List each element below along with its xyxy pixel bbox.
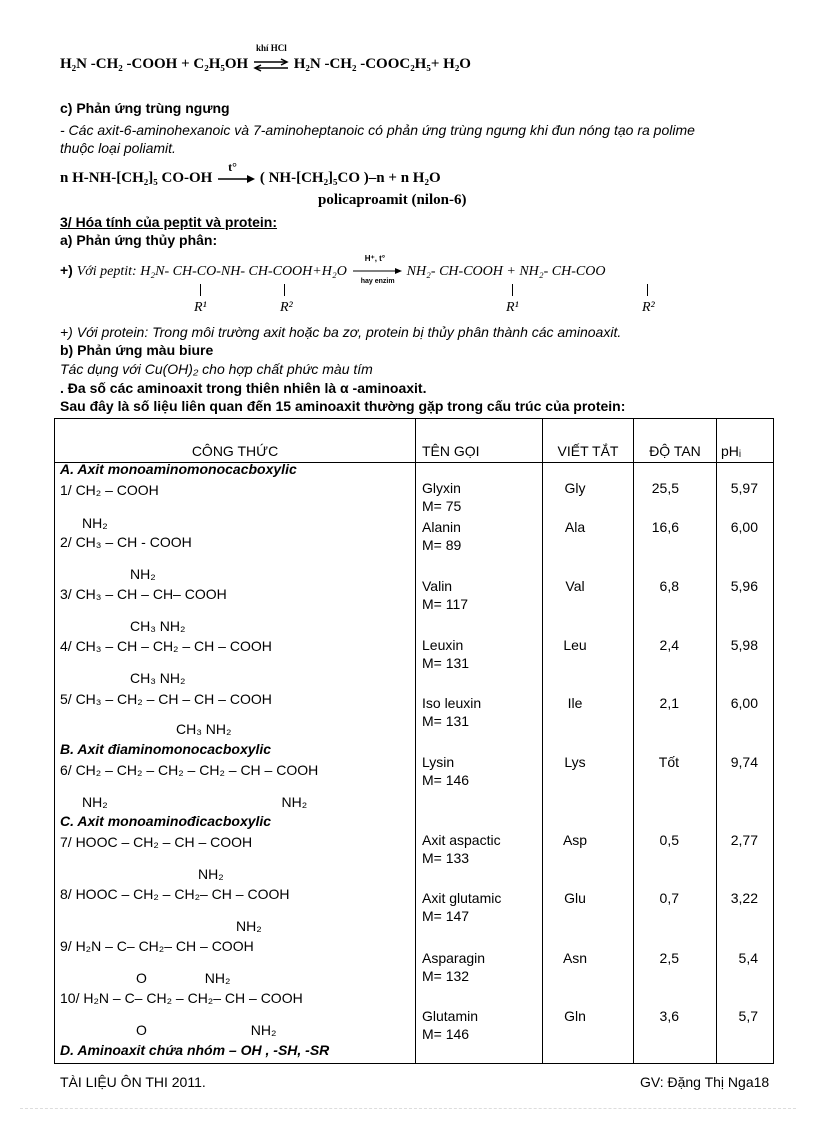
formula-sub: NH₂ <box>236 918 262 934</box>
amino-mass: M= 146 <box>422 772 470 788</box>
footer-left: TÀI LIỆU ÔN THI 2011. <box>60 1074 206 1090</box>
formula-sub: NH₂ <box>198 866 224 882</box>
bond-line <box>284 284 285 296</box>
bond-line <box>647 284 648 296</box>
section-3a-title: a) Phản ứng thủy phân: <box>60 232 218 248</box>
formula-sub: NH₂ <box>82 515 108 531</box>
amino-ph: 5,97 <box>730 480 758 496</box>
formula-sub: O NH₂ <box>136 970 231 986</box>
peptide-reactants: Với peptit: H₂N- CH-CO-NH- CH-COOH+H₂O <box>76 264 347 279</box>
amino-solubility: 2,4 <box>659 637 679 653</box>
amino-ph: 5,4 <box>738 950 758 966</box>
section-3-title: 3/ Hóa tính của peptit và protein: <box>60 214 278 230</box>
reversible-arrow <box>252 42 290 72</box>
group-d-heading: D. Aminoaxit chứa nhóm – OH , -SH, -SR <box>60 1042 330 1058</box>
formula-main: 6/ CH₂ – CH₂ – CH₂ – CH₂ – CH – COOH <box>60 762 319 778</box>
amino-abbr: Val <box>565 578 585 594</box>
formula-sub: CH₃ NH₂ <box>176 721 232 737</box>
amino-abbr: Leu <box>563 637 587 653</box>
amino-solubility: Tốt <box>658 754 679 770</box>
header-ph: pHᵢ <box>717 419 774 463</box>
biure-text: Tác dụng với Cu(OH)₂ cho hợp chất phức màu tím <box>60 361 373 377</box>
amino-ph: 6,00 <box>730 519 758 535</box>
arrow-right-icon <box>216 172 256 186</box>
amino-ph: 9,74 <box>730 754 758 770</box>
poly-product-name: policaproamit (nilon-6) <box>318 192 467 208</box>
peptide-hydrolysis <box>60 254 606 286</box>
header-name: TÊN GỌI <box>416 419 543 463</box>
group-b-heading: B. Axit điaminomonocacboxylic <box>60 741 272 757</box>
amino-mass: M= 117 <box>422 596 469 612</box>
amino-abbr: Gly <box>564 480 586 496</box>
amino-name: Axit glutamic <box>422 890 502 906</box>
section-3b-title: b) Phản ứng màu biure <box>60 342 214 358</box>
amino-name: Iso leuxin <box>422 695 482 711</box>
esterification-equation <box>60 42 471 73</box>
amino-mass: M= 131 <box>422 655 470 671</box>
r1-label: R¹ <box>194 300 207 315</box>
hydrolysis-arrow <box>351 254 403 286</box>
amino-solubility: 3,6 <box>659 1008 679 1024</box>
amino-mass: M= 132 <box>422 968 470 984</box>
amino-name: Asparagin <box>422 950 486 966</box>
formula-main: 4/ CH₃ – CH – CH₂ – CH – COOH <box>60 638 272 654</box>
poly-arrow <box>216 159 256 186</box>
amino-ph: 3,22 <box>730 890 758 906</box>
formula-main: 8/ HOOC – CH₂ – CH₂– CH – COOH <box>60 886 290 902</box>
amino-ph: 5,96 <box>730 578 758 594</box>
amino-abbr: Gln <box>564 1008 586 1024</box>
bond-line <box>200 284 201 296</box>
formula-main: 2/ CH₃ – CH - COOH <box>60 534 192 550</box>
amino-abbr: Glu <box>564 890 586 906</box>
amino-name: Glyxin <box>422 480 461 496</box>
r1-label-product: R¹ <box>506 300 519 315</box>
amino-mass: M= 147 <box>422 908 470 924</box>
r2-label: R² <box>280 300 293 315</box>
formula-main: 7/ HOOC – CH₂ – CH – COOH <box>60 834 253 850</box>
header-formula: CÔNG THỨC <box>55 419 416 463</box>
table-intro: Sau đây là số liệu liên quan đến 15 aminoaxit thường gặp trong cấu trúc của protein: <box>60 398 626 414</box>
group-c-heading: C. Axit monoaminođicacboxylic <box>60 813 272 829</box>
polycondensation-equation <box>60 159 441 187</box>
header-solubility: ĐỘ TAN <box>634 419 717 463</box>
amino-abbr: Lys <box>564 754 586 770</box>
page-number: 18 <box>753 1074 770 1090</box>
amino-name: Lysin <box>422 754 455 770</box>
hydrolysis-enzyme: hay enzim <box>360 278 395 286</box>
section-c-title: c) Phản ứng trùng ngưng <box>60 100 230 116</box>
poly-left: n H-NH-[CH₂]₅ CO-OH <box>60 170 213 186</box>
amino-mass: M= 131 <box>422 713 470 729</box>
equation-left: H₂N -CH₂ -COOH + C₂H₅OH <box>60 56 249 72</box>
formula-sub: O NH₂ <box>136 1022 277 1038</box>
table-header-row <box>55 419 774 463</box>
footer-right <box>640 1074 769 1090</box>
formula-main: 9/ H₂N – C– CH₂– CH – COOH <box>60 938 254 954</box>
amino-mass: M= 89 <box>422 537 462 553</box>
amino-abbr: Ile <box>567 695 583 711</box>
amino-abbr: Asp <box>562 832 588 848</box>
footer-author: GV: Đặng Thị Nga <box>640 1074 754 1090</box>
amino-solubility: 2,1 <box>659 695 679 711</box>
poly-condition: t° <box>228 159 237 174</box>
equation-right: H₂N -CH₂ -COOC₂H₅+ H₂O <box>293 56 471 72</box>
amino-abbr: Asn <box>562 950 588 966</box>
amino-mass: M= 146 <box>422 1026 470 1042</box>
bond-line <box>512 284 513 296</box>
formula-sub: NH₂ <box>130 566 156 582</box>
formula-sub: NH₂ NH₂ <box>82 794 308 810</box>
formula-sub: CH₃ NH₂ <box>130 670 186 686</box>
amino-ph: 2,77 <box>730 832 758 848</box>
amino-name: Axit aspactic <box>422 832 501 848</box>
amino-ph: 5,7 <box>738 1008 758 1024</box>
reversible-arrow-icon <box>252 58 290 72</box>
amino-ph: 5,98 <box>730 637 758 653</box>
formula-sub: CH₃ NH₂ <box>130 618 186 634</box>
amino-name: Valin <box>422 578 453 594</box>
page-divider <box>20 1108 796 1109</box>
amino-name: Glutamin <box>422 1008 479 1024</box>
amino-solubility: 16,6 <box>651 519 679 535</box>
catalyst-label: khí HCl <box>255 42 287 53</box>
group-a-heading: A. Axit monoaminomonocacboxylic <box>60 461 297 477</box>
formula-main: 3/ CH₃ – CH – CH– COOH <box>60 586 227 602</box>
alpha-note: . Đa số các aminoaxit trong thiên nhiên là α -aminoaxit. <box>60 380 427 396</box>
formula-main: 10/ H₂N – C– CH₂ – CH₂– CH – COOH <box>60 990 303 1006</box>
amino-name: Leuxin <box>422 637 464 653</box>
hydrolysis-catalyst: H⁺, t° <box>364 254 386 264</box>
r2-label-product: R² <box>642 300 655 315</box>
formula-main: 1/ CH₂ – COOH <box>60 482 159 498</box>
header-abbr: VIẾT TẮT <box>543 419 634 463</box>
amino-mass: M= 75 <box>422 498 462 514</box>
amino-solubility: 25,5 <box>651 480 679 496</box>
peptide-products: NH₂- CH-COOH + NH₂- CH-COO <box>406 264 606 279</box>
amino-mass: M= 133 <box>422 850 470 866</box>
protein-hydrolysis-text: +) Với protein: Trong môi trường axit hoặc ba zơ, protein bị thủy phân thành các aminoaxit. <box>60 324 622 340</box>
section-c-desc: - Các axit-6-aminohexanoic và 7-aminoheptanoic có phản ứng trùng ngưng khi đun nóng tạo ra polime <box>60 122 695 138</box>
amino-ph: 6,00 <box>730 695 758 711</box>
amino-solubility: 0,7 <box>659 890 679 906</box>
amino-solubility: 6,8 <box>659 578 679 594</box>
section-c-desc2: thuộc loại poliamit. <box>60 140 176 156</box>
amino-name: Alanin <box>422 519 461 535</box>
amino-solubility: 0,5 <box>659 832 679 848</box>
peptide-prefix: +) <box>60 262 77 278</box>
poly-right: ( NH-[CH₂]₅CO )–n + n H₂O <box>259 170 441 186</box>
amino-abbr: Ala <box>564 519 586 535</box>
amino-solubility: 2,5 <box>659 950 679 966</box>
formula-main: 5/ CH₃ – CH₂ – CH – CH – COOH <box>60 691 272 707</box>
arrow-right-icon <box>351 264 403 278</box>
